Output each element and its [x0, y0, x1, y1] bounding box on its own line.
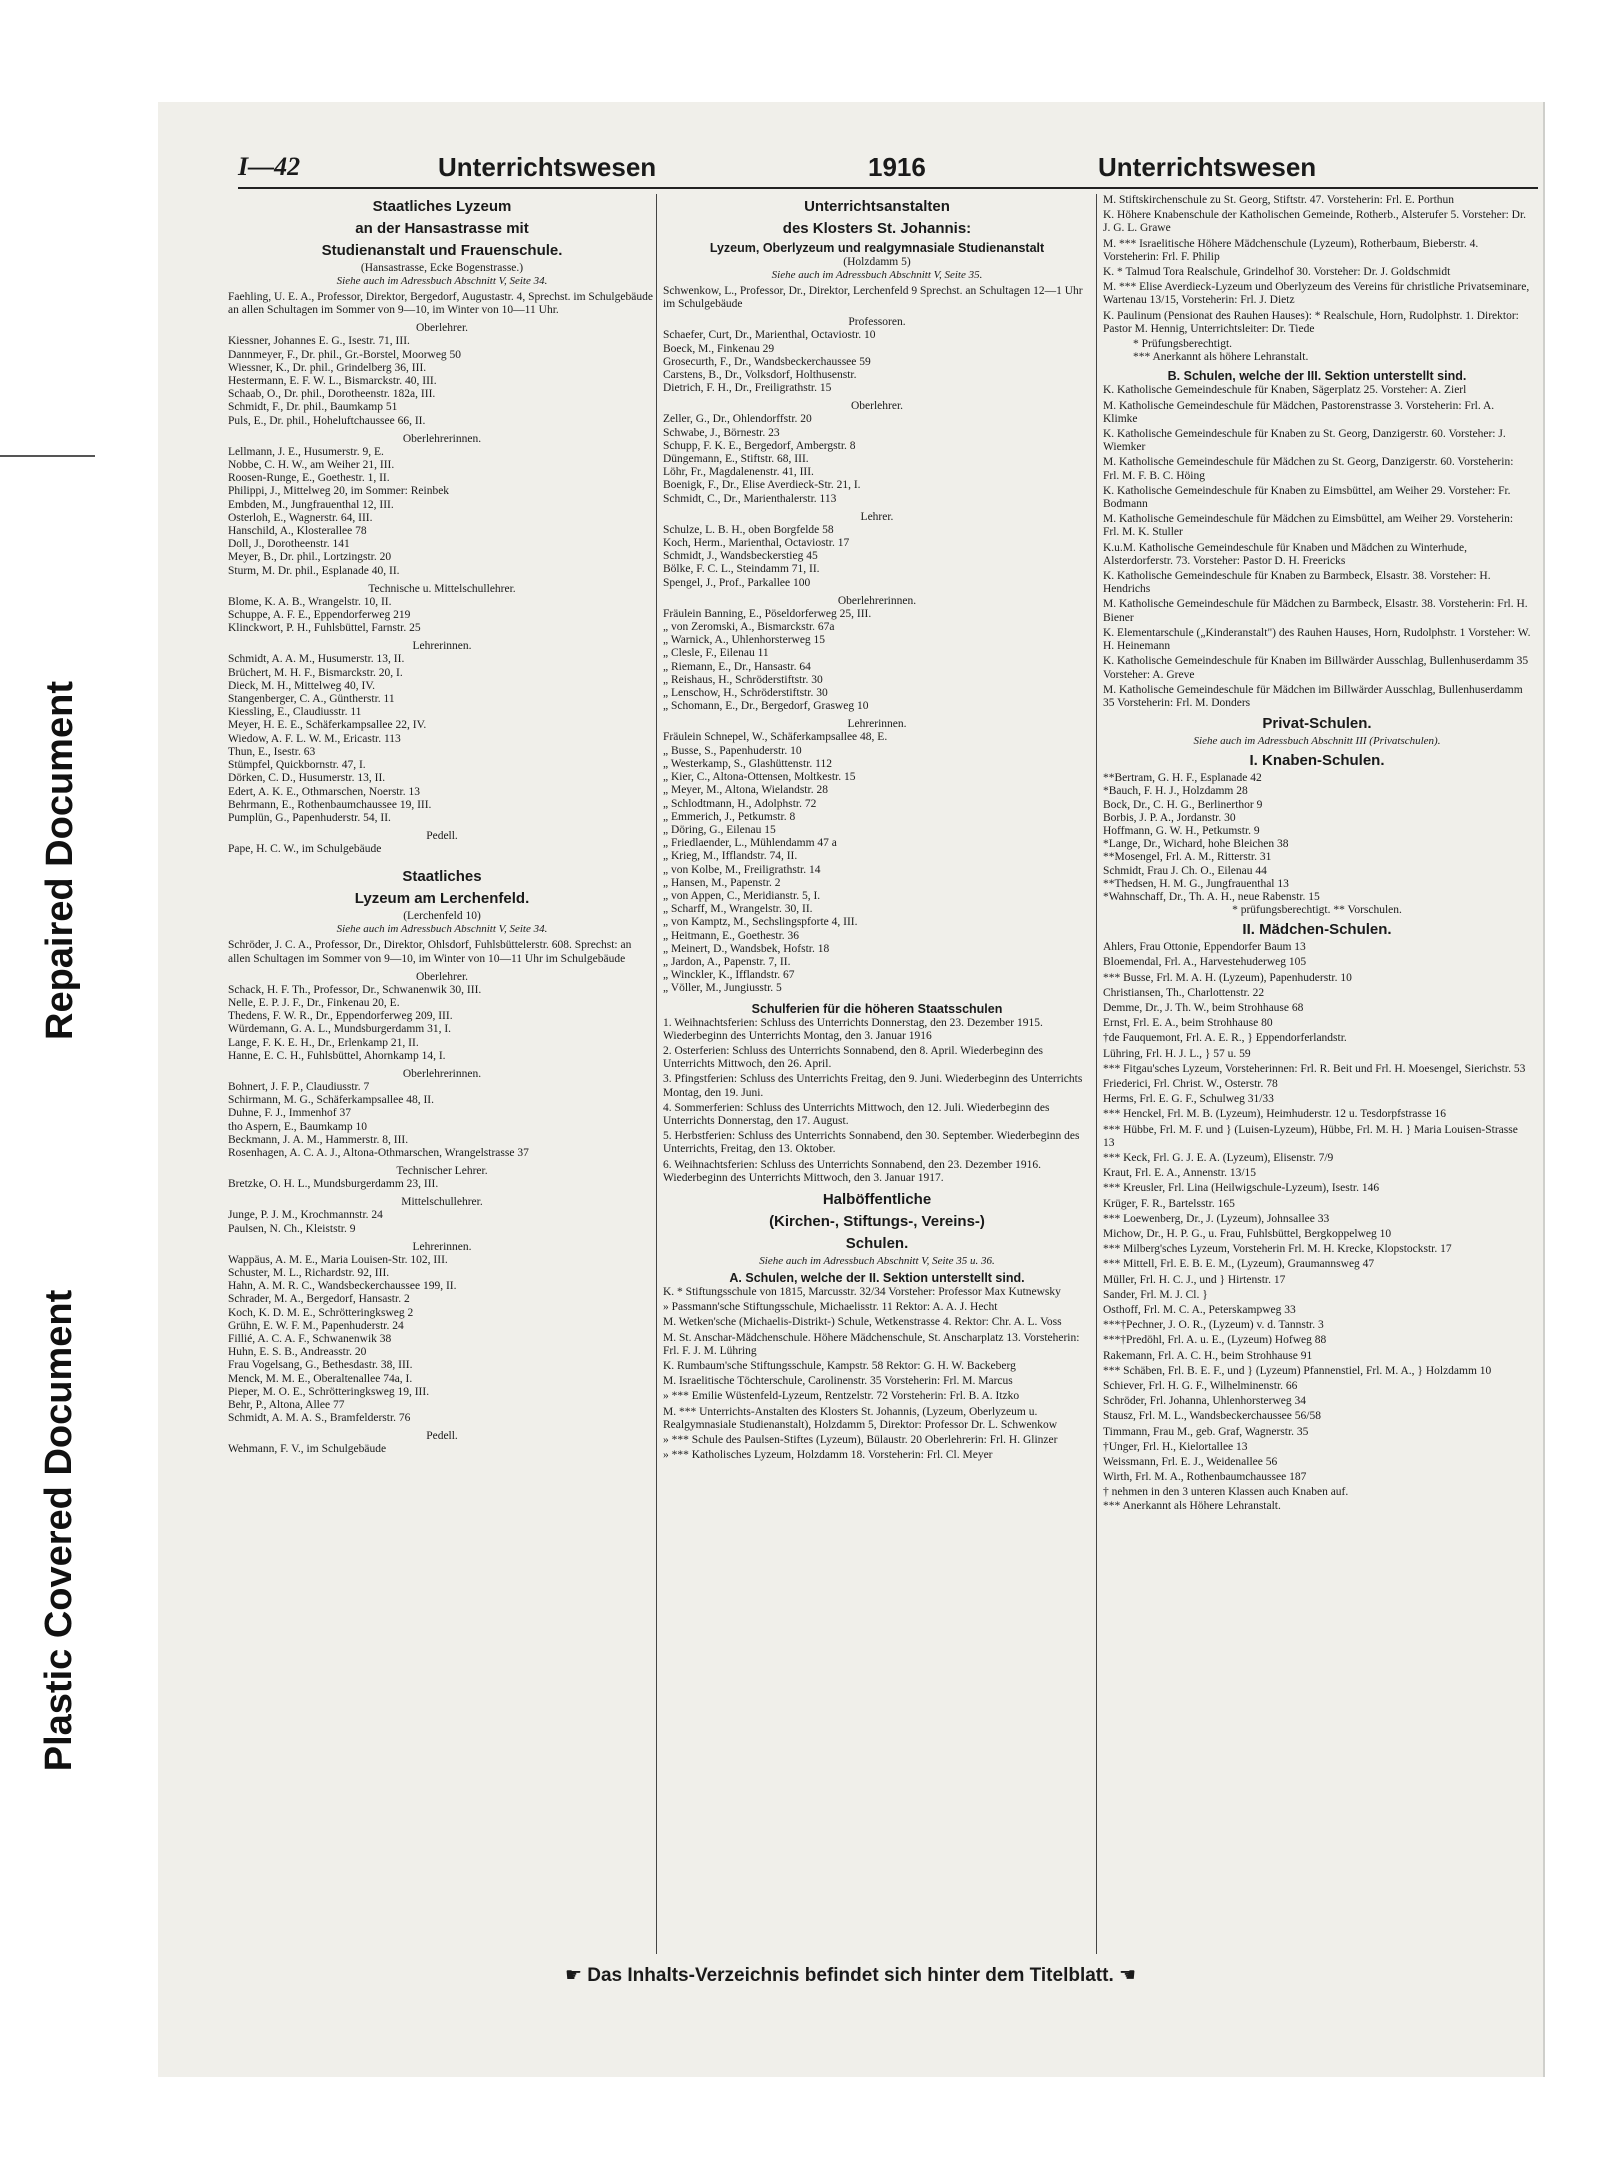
list-entry: » Passmann'sche Stiftungsschule, Michaelisstr. 11 Rektor: A. A. J. Hecht — [663, 1301, 998, 1314]
reference-line: Siehe auch im Adressbuch Abschnitt V, Seite 34. — [336, 275, 548, 287]
list-entry: Christiansen, Th., Charlottenstr. 22 — [1103, 986, 1265, 999]
list-entry: Schack, H. F. Th., Professor, Dr., Schwanenwik 30, III. — [228, 983, 482, 996]
list-entry: Doll, J., Dorotheenstr. 141 — [228, 538, 350, 551]
list-entry: *** Keck, Frl. G. J. E. A. (Lyzeum), Elisenstr. 7/9 — [1103, 1151, 1334, 1164]
list-entry: Michow, Dr., H. P. G., u. Frau, Fuhlsbüttel, Bergkoppelweg 10 — [1103, 1228, 1392, 1240]
list-entry: Bohnert, J. F. P., Claudiusstr. 7 — [228, 1080, 370, 1093]
list-entry: K. * Stiftungsschule von 1815, Marcusstr. 32/34 Vorsteher: Professor Max Kutnewsky — [663, 1285, 1061, 1298]
section-title: Privat-Schulen. — [1262, 715, 1372, 733]
list-entry: Schrader, M. A., Bergedorf, Hansastr. 2 — [228, 1293, 410, 1306]
list-entry: *Lange, Dr., Wichard, hohe Bleichen 38 — [1103, 838, 1289, 851]
list-entry: K. Katholische Gemeindeschule für Knaben, Sägerplatz 25. Vorsteher: A. Zierl — [1103, 384, 1467, 397]
list-entry: » *** Schule des Paulsen-Stiftes (Lyzeum), Bülaustr. 20 Oberlehrerin: Frl. H. Glinzer — [663, 1434, 1058, 1447]
list-entry: Sander, Frl. M. J. Cl. } — [1103, 1288, 1208, 1301]
list-entry: Boenigk, F., Dr., Elise Averdieck-Str. 21, I. — [663, 479, 861, 492]
list-entry: „ Döring, G., Eilenau 15 — [663, 823, 776, 836]
entry-list — [228, 446, 656, 578]
list-entry: *** Milberg'sches Lyzeum, Vorsteherin Frl. M. H. Krecke, Klopstockstr. 17 — [1103, 1243, 1452, 1256]
list-entry: *** Loewenberg, Dr., J. (Lyzeum), Johnsallee 33 — [1103, 1212, 1330, 1225]
group-heading: Pedell. — [426, 1430, 458, 1443]
list-entry: 1. Weihnachtsferien: Schluss des Unterrichts Donnerstag, den 23. Dezember 1915. Wiederbeginn des Unterrichts Montag, den 3. Januar 1916 — [663, 1016, 1043, 1042]
list-entry: Koch, Herm., Marienthal, Octaviostr. 17 — [663, 537, 850, 550]
list-entry: Wappäus, A. M. E., Maria Louisen-Str. 102, III. — [228, 1253, 448, 1266]
section-subtitle: A. Schulen, welche der II. Sektion unterstellt sind. — [729, 1270, 1025, 1285]
list-entry: „ Meyer, M., Altona, Wielandstr. 28 — [663, 784, 828, 797]
group-heading: Lehrerinnen. — [412, 1240, 472, 1253]
list-entry: „ Völler, M., Jungiusstr. 5 — [663, 982, 782, 995]
list-entry: Fräulein Banning, E., Pöseldorferweg 25, III. — [663, 607, 872, 620]
list-entry: Bölke, F. C. L., Steindamm 71, II. — [663, 563, 820, 576]
list-entry: Fillié, A. C. A. F., Schwanenwik 38 — [228, 1332, 392, 1345]
list-entry: *** Fitgau'sches Lyzeum, Vorsteherinnen: Frl. R. Beit und Frl. H. Moesengel, Sierichstr. 53 — [1103, 1062, 1526, 1075]
footnote: † nehmen in den 3 unteren Klassen auch Knaben auf. — [1103, 1486, 1349, 1499]
footer-notice — [158, 1964, 1543, 1987]
list-entry: 4. Sommerferien: Schluss des Unterrichts Mittwoch, den 12. Juli. Wiederbeginn des Unterrichts Donnerstag, den 17. August. — [663, 1101, 1050, 1127]
section-title: Studienanstalt und Frauenschule. — [321, 242, 563, 259]
entry-list — [1103, 941, 1531, 1484]
section-title: Staatliches — [402, 868, 482, 886]
list-entry: Meyer, H. E. E., Schäferkampsallee 22, IV. — [228, 719, 427, 732]
entry: Bretzke, O. H. L., Mundsburgerdamm 23, III. — [228, 1178, 439, 1191]
list-entry: „ Schomann, E., Dr., Bergedorf, Grasweg 10 — [663, 700, 869, 713]
list-entry: Dietrich, F. H., Dr., Freiligrathstr. 15 — [663, 382, 832, 395]
list-entry: » *** Katholisches Lyzeum, Holzdamm 18. Vorsteherin: Frl. Cl. Meyer — [663, 1449, 993, 1462]
entry-list — [663, 731, 1091, 995]
list-entry: M. St. Anschar-Mädchenschule. Höhere Mädchenschule, St. Anscharplatz 13. Vorsteherin: Frl. F. J. M. Lühring — [663, 1331, 1080, 1357]
school-list — [1103, 384, 1531, 710]
list-entry: 6. Weihnachtsferien: Schluss des Unterrichts Sonnabend, den 23. Dezember 1916. Wiederbeginn des Unterrichts Mittwoch, den 3. Januar 1917. — [663, 1158, 1041, 1184]
entry-list — [663, 413, 1091, 505]
list-entry: Nobbe, C. H. W., am Weiher 21, III. — [228, 459, 395, 472]
list-entry: K. Katholische Gemeindeschule für Knaben zu Eimsbüttel, am Weiher 29. Vorsteher: Fr. Bodmann — [1103, 484, 1511, 511]
plastic-covered-label — [0, 1270, 120, 1790]
section-title: Lyzeum am Lerchenfeld. — [354, 890, 530, 908]
list-entry: „ von Zeromski, A., Bismarckstr. 67a — [663, 621, 835, 634]
list-entry: Schiever, Frl. H. G. F., Wilhelminenstr. 66 — [1103, 1380, 1298, 1393]
list-entry: Zeller, G., Dr., Ohlendorffstr. 20 — [663, 413, 812, 426]
list-entry: *** Mittell, Frl. E. B. E. M., (Lyzeum), Graumannsweg 47 — [1103, 1258, 1375, 1271]
list-entry: „ Krieg, M., Ifflandstr. 74, II. — [663, 850, 798, 863]
director-entry: Faehling, U. E. A., Professor, Direktor, Bergedorf, Augustastr. 4, Sprechst. im Schulgebäude an allen Schultagen im Sommer von 9—10, im Winter von 10—11 Uhr. — [228, 291, 653, 317]
section-title: II. Mädchen-Schulen. — [1242, 921, 1392, 939]
list-entry: 2. Osterferien: Schluss des Unterrichts Sonnabend, den 8. April. Wiederbeginn des Unterrichts Mittwoch, den 26. April. — [663, 1044, 1044, 1071]
list-entry: Behrmann, E., Rothenbaumchaussee 19, III. — [228, 798, 432, 811]
header-rule — [238, 187, 1538, 189]
list-entry: Huhn, E. S. B., Andreasstr. 20 — [228, 1346, 367, 1359]
list-entry: Stausz, Frl. M. L., Wandsbeckerchaussee 56/58 — [1103, 1410, 1321, 1423]
column-left — [228, 194, 656, 1457]
column-middle — [663, 194, 1091, 1464]
group-heading: Mittelschullehrer. — [401, 1196, 483, 1209]
list-entry: Schmidt, Frau J. Ch. O., Eilenau 44 — [1103, 864, 1267, 877]
list-entry: Osthoff, Frl. M. C. A., Peterskampweg 33 — [1103, 1304, 1296, 1317]
list-entry: M. Stiftskirchenschule zu St. Georg, Stiftstr. 47. Vorsteherin: Frl. E. Porthun — [1103, 194, 1455, 206]
list-entry: Dannmeyer, F., Dr. phil., Gr.-Borstel, Moorweg 50 — [228, 348, 462, 361]
footer-text: Das Inhalts-Verzeichnis befindet sich hinter dem Titelblatt. — [587, 1965, 1114, 1986]
list-entry: †Unger, Frl. H., Kielortallee 13 — [1103, 1440, 1248, 1453]
list-entry: Blome, K. A. B., Wrangelstr. 10, II. — [228, 595, 392, 608]
list-entry: Hoffmann, G. W. H., Petkumstr. 9 — [1103, 824, 1260, 837]
footnote: *** Anerkannt als Höhere Lehranstalt. — [1103, 1499, 1281, 1512]
group-heading: Oberlehrerinnen. — [402, 1067, 482, 1080]
list-entry: Krüger, F. R., Bartelsstr. 165 — [1103, 1197, 1235, 1210]
address-line: (Lerchenfeld 10) — [403, 910, 481, 923]
list-entry: Edert, A. K. E., Othmarschen, Noerstr. 13 — [228, 785, 420, 798]
entry-list — [663, 329, 1091, 395]
director-entry: Schröder, J. C. A., Professor, Dr., Direktor, Ohlsdorf, Fuhlsbüttelerstr. 608. Sprechst: an allen Schultagen im Sommer von 9—10, im Winter von 10—11 Uhr im Schulgebäude — [228, 939, 632, 965]
section-title: (Kirchen-, Stiftungs-, Vereins-) — [769, 1212, 985, 1230]
list-entry: Philippi, J., Mittelweg 20, im Sommer: Reinbek — [228, 485, 450, 498]
list-entry: Menck, M. M. E., Oberaltenallee 74a, I. — [228, 1372, 413, 1385]
list-entry: Junge, P. J. M., Krochmannstr. 24 — [228, 1209, 383, 1222]
list-entry: Dörken, C. D., Husumerstr. 13, II. — [228, 772, 386, 785]
list-entry: Müller, Frl. H. C. J., und } Hirtenstr. 17 — [1103, 1273, 1286, 1286]
list-entry: M. *** Unterrichts-Anstalten des Klosters St. Johannis, (Lyzeum, Oberlyzeum u. Realgymnasiale Studienanstalt), Holzdamm 5, Direktor: Professor Dr. L. Schwenkow — [663, 1405, 1058, 1431]
list-entry: ***†Pechner, J. O. R., (Lyzeum) v. d. Tannstr. 3 — [1103, 1319, 1324, 1332]
repaired-document-text: Repaired Document — [38, 680, 81, 1040]
list-entry: „ Hansen, M., Papenstr. 2 — [663, 876, 781, 889]
repaired-document-label — [0, 600, 120, 1120]
list-entry: Schmidt, J., Wandsbeckerstieg 45 — [663, 550, 818, 563]
list-entry: „ Emmerich, J., Petkumstr. 8 — [663, 810, 796, 823]
list-entry: Grühn, E. W. F. M., Papenhuderstr. 24 — [228, 1319, 404, 1332]
list-entry: Kiessling, E., Claudiusstr. 11 — [228, 706, 362, 719]
list-entry: Paulsen, N. Ch., Kleiststr. 9 — [228, 1222, 356, 1235]
group-heading: Technische u. Mittelschullehrer. — [368, 582, 516, 595]
list-entry: Löhr, Fr., Magdalenenstr. 41, III. — [663, 466, 814, 479]
list-entry: Stümpfel, Quickbornstr. 47, I. — [228, 759, 366, 772]
list-entry: „ von Kamptz, M., Sechslingspforte 4, III. — [663, 916, 858, 929]
list-entry: Wirth, Frl. M. A., Rothenbaumchaussee 187 — [1103, 1471, 1307, 1484]
group-heading: Oberlehrerinnen. — [837, 594, 917, 607]
entry-list — [1103, 772, 1531, 904]
list-entry: †de Fauquemont, Frl. A. E. R., } Eppendorferlandstr. — [1103, 1032, 1347, 1045]
section-subtitle: Lyzeum, Oberlyzeum und realgymnasiale Studienanstalt — [709, 241, 1045, 255]
list-entry: *Bauch, F. H. J., Holzdamm 28 — [1103, 785, 1248, 798]
list-entry: *** Hübbe, Frl. M. F. und } (Luisen-Lyzeum), Hübbe, Frl. M. H. } Maria Louisen-Strasse 13 — [1103, 1123, 1518, 1149]
list-entry: Demme, Dr., J. Th. W., beim Strohhause 68 — [1103, 1001, 1304, 1014]
list-entry: Würdemann, G. A. L., Mundsburgerdamm 31, I. — [228, 1023, 452, 1036]
list-entry: Schwabe, J., Börnestr. 23 — [663, 426, 780, 439]
list-entry: K. Katholische Gemeindeschule für Knaben im Billwärder Ausschlag, Bullenhuserdamm 35 Vorsteher: A. Greve — [1103, 655, 1529, 681]
list-entry: Klinckwort, P. H., Fuhlsbüttel, Farnstr. 25 — [228, 622, 421, 635]
entry-list — [228, 596, 656, 636]
entry-list — [663, 608, 1091, 714]
list-entry: Brüchert, M. H. F., Bismarckstr. 20, I. — [228, 666, 403, 679]
entry-list — [663, 524, 1091, 590]
list-entry: Schmidt, F., Dr. phil., Baumkamp 51 — [228, 401, 398, 414]
list-entry: Schaefer, Curt, Dr., Marienthal, Octaviostr. 10 — [663, 329, 876, 342]
list-entry: Hahn, A. M. R. C., Wandsbeckerchaussee 199, II. — [228, 1280, 457, 1293]
list-entry: Friederici, Frl. Christ. W., Osterstr. 78 — [1103, 1077, 1278, 1090]
list-entry: „ Reishaus, H., Schröderstiftstr. 30 — [663, 673, 823, 686]
list-entry: „ Schlodtmann, H., Adolphstr. 72 — [663, 797, 817, 810]
list-entry: Düngemann, E., Stiftstr. 68, III. — [663, 453, 809, 466]
list-entry: *** Henckel, Frl. M. B. (Lyzeum), Heimhuderstr. 12 u. Tesdorpfstrasse 16 — [1103, 1108, 1446, 1121]
section-title: I. Knaben-Schulen. — [1249, 752, 1385, 770]
list-entry: Grosecurth, F., Dr., Wandsbeckerchaussee 59 — [663, 355, 871, 368]
list-entry: Hanschild, A., Klosterallee 78 — [228, 525, 367, 538]
list-entry: M. *** Israelitische Höhere Mädchenschule (Lyzeum), Rotherbaum, Bieberstr. 4. Vorsteherin: Frl. F. Philip — [1103, 237, 1479, 263]
list-entry: Nelle, E. P. J. F., Dr., Finkenau 20, E. — [228, 996, 400, 1009]
group-heading: Oberlehrer. — [415, 970, 469, 983]
list-entry: Duhne, F. J., Immenhof 37 — [228, 1107, 352, 1120]
list-entry: Stangenberger, C. A., Güntherstr. 11 — [228, 693, 395, 706]
list-entry: Pumplün, G., Papenhuderstr. 54, II. — [228, 811, 391, 824]
page-number: I—42 — [238, 152, 301, 181]
list-entry: tho Aspern, E., Baumkamp 10 — [228, 1120, 367, 1133]
section-title: an der Hansastrasse mit — [355, 220, 529, 237]
list-entry: „ Meinert, D., Wandsbek, Hofstr. 18 — [663, 942, 830, 955]
list-entry: Schmidt, C., Dr., Marienthalerstr. 113 — [663, 492, 837, 505]
entry: Pape, H. C. W., im Schulgebäude — [228, 843, 382, 856]
section-title: Unterrichtsanstalten — [804, 198, 950, 215]
plastic-covered-text: Plastic Covered Document — [38, 1289, 81, 1771]
list-entry: „ Jardon, A., Papenstr. 7, II. — [663, 955, 791, 968]
list-entry: „ Riemann, E., Dr., Hansastr. 64 — [663, 660, 811, 673]
list-entry: Carstens, B., Dr., Volksdorf, Holthusenstr. — [663, 369, 857, 382]
reference-line: Siehe auch im Adressbuch Abschnitt III (Privatschulen). — [1193, 735, 1441, 748]
list-entry: Roosen-Runge, E., Goethestr. 1, II. — [228, 472, 390, 485]
list-entry: Rosenhagen, A. C. A. J., Altona-Othmarschen, Wrangelstrasse 37 — [228, 1146, 529, 1159]
running-head-year: 1916 — [868, 152, 926, 182]
director-entry: Schwenkow, L., Professor, Dr., Direktor, Lerchenfeld 9 Sprechst. an Schultagen 12—1 Uhr im Schulgebäude — [663, 285, 1083, 311]
list-entry: Kiessner, Johannes E. G., Isestr. 71, III. — [228, 335, 410, 348]
list-entry: Schupp, F. K. E., Bergedorf, Ambergstr. 8 — [663, 439, 856, 452]
footnote: * Prüfungsberechtigt. — [1133, 338, 1233, 351]
group-heading: Oberlehrer. — [850, 400, 904, 413]
list-entry: M. Israelitische Töchterschule, Carolinenstr. 35 Vorsteherin: Frl. M. Marcus — [663, 1375, 1013, 1388]
running-head-left: Unterrichtswesen — [438, 152, 657, 182]
list-entry: K. Paulinum (Pensionat des Rauhen Hauses): * Realschule, Horn, Rudolphstr. 1. Direktor: Pastor M. Hennig, Unterrichtsleiter: Dr. Tiede — [1103, 309, 1519, 335]
list-entry: Borbis, J. P. A., Jordanstr. 30 — [1103, 811, 1236, 824]
list-entry: **Thedsen, H. M. G., Jungfrauenthal 13 — [1103, 877, 1289, 890]
list-entry: Sturm, M. Dr. phil., Esplanade 40, II. — [228, 564, 400, 577]
list-entry: „ Friedlaender, L., Mühlendamm 47 a — [663, 837, 837, 850]
entry-list — [228, 1209, 656, 1235]
list-entry: *** Kreusler, Frl. Lina (Heilwigschule-Lyzeum), Isestr. 146 — [1103, 1182, 1380, 1195]
entry-list — [228, 1081, 656, 1160]
list-entry: 5. Herbstferien: Schluss des Unterrichts Sonnabend, den 30. September. Wiederbeginn des Unterrichts, Freitag, den 13. Oktober. — [663, 1130, 1080, 1156]
edge-mark-top — [0, 455, 95, 457]
list-entry: Schmidt, A. A. M., Husumerstr. 13, II. — [228, 653, 405, 666]
list-entry: „ Winckler, K., Ifflandstr. 67 — [663, 969, 795, 982]
group-heading: Professoren. — [848, 316, 906, 329]
list-entry: „ Busse, S., Papenhuderstr. 10 — [663, 744, 802, 757]
list-entry: K. Elementarschule („Kinderanstalt") des Rauhen Hauses, Horn, Rudolphstr. 1 Vorsteher: W. H. Heinemann — [1103, 626, 1531, 653]
list-entry: „ Westerkamp, S., Glashüttenstr. 112 — [663, 757, 832, 770]
list-entry: Weissmann, Frl. E. J., Weidenallee 56 — [1103, 1456, 1278, 1469]
list-entry: Lange, F. K. E. H., Dr., Erlenkamp 21, II. — [228, 1036, 419, 1049]
list-entry: Pieper, M. O. E., Schrötteringksweg 19, III. — [228, 1385, 430, 1398]
group-heading: Oberlehrer. — [415, 322, 469, 335]
list-entry: Behr, P., Altona, Allee 77 — [228, 1399, 345, 1411]
column-rule-2 — [1096, 194, 1097, 1954]
list-entry: » *** Emilie Wüstenfeld-Lyzeum, Rentzelstr. 72 Vorsteherin: Frl. B. A. Itzko — [663, 1390, 1020, 1403]
reference-line: Siehe auch im Adressbuch Abschnitt V, Seite 35. — [771, 269, 983, 281]
list-entry: Schulze, L. B. H., oben Borgfelde 58 — [663, 523, 834, 536]
address-line: (Hansastrasse, Ecke Bogenstrasse.) — [360, 262, 524, 274]
list-entry: Osterloh, E., Wagnerstr. 64, III. — [228, 511, 373, 524]
list-entry: **Mosengel, Frl. A. M., Ritterstr. 31 — [1103, 851, 1272, 864]
group-heading: Oberlehrerinnen. — [402, 432, 482, 445]
list-entry: Hestermann, E. F. W. L., Bismarckstr. 40, III. — [228, 375, 437, 388]
list-entry: Dieck, M. H., Mittelweg 40, IV. — [228, 679, 376, 692]
pointing-hand-icon: ☚ — [1113, 1965, 1137, 1986]
list-entry: Bloemendal, Frl. A., Harvestehuderweg 105 — [1103, 956, 1307, 969]
group-heading: Technischer Lehrer. — [396, 1165, 488, 1178]
reference-line: Siehe auch im Adressbuch Abschnitt V, Seite 34. — [336, 923, 548, 936]
list-entry: *** Busse, Frl. M. A. H. (Lyzeum), Papenhuderstr. 10 — [1103, 971, 1352, 984]
list-entry: K. Rumbaum'sche Stiftungsschule, Kampstr. 58 Rektor: G. H. W. Backeberg — [663, 1360, 1016, 1372]
list-entry: „ von Kolbe, M., Freiligrathstr. 14 — [663, 863, 821, 876]
list-entry: M. Katholische Gemeindeschule für Mädchen, Pastorenstrasse 3. Vorsteherin: Frl. A. Klimke — [1103, 399, 1495, 425]
group-heading: Lehrer. — [860, 510, 894, 523]
list-entry: Kraut, Frl. E. A., Annenstr. 13/15 — [1103, 1167, 1257, 1180]
list-entry: *Wahnschaff, Dr., Th. A. H., neue Rabenstr. 15 — [1103, 890, 1320, 903]
list-entry: „ Heitmann, E., Goethestr. 36 — [663, 929, 800, 942]
list-entry: Wiedow, A. F. L. W. M., Ericastr. 113 — [228, 732, 401, 745]
section-title: Schulen. — [845, 1234, 909, 1252]
list-entry: Frau Vogelsang, G., Bethesdastr. 38, III. — [228, 1359, 413, 1372]
list-entry: Ernst, Frl. E. A., beim Strohhause 80 — [1103, 1017, 1273, 1030]
list-entry: Embden, M., Jungfrauenthal 12, III. — [228, 498, 394, 511]
list-entry: K.u.M. Katholische Gemeindeschule für Knaben und Mädchen zu Winterhude, Alsterdorferstr. 73. Vorsteher: Pastor D. H. Freericks — [1103, 541, 1468, 567]
entry-list — [228, 653, 656, 825]
list-entry: ***†Predöhl, Frl. A. u. E., (Lyzeum) Hofweg 88 — [1103, 1334, 1327, 1347]
list-entry: Timmann, Frau M., geb. Graf, Wagnerstr. 35 — [1103, 1425, 1309, 1438]
list-entry: **Bertram, G. H. F., Esplanade 42 — [1103, 772, 1262, 785]
list-entry: M. Katholische Gemeindeschule für Mädchen zu St. Georg, Danzigerstr. 60. Vorsteherin: Frl. M. F. B. C. Höing — [1103, 456, 1514, 482]
list-entry: Fräulein Schnepel, W., Schäferkampsallee 48, E. — [663, 731, 888, 744]
footnote: * prüfungsberechtigt. ** Vorschulen. — [1232, 904, 1402, 917]
column-rule-1 — [656, 194, 657, 1954]
list-entry: Schaab, O., Dr. phil., Dorotheenstr. 182a, III. — [228, 388, 436, 401]
school-list — [1103, 194, 1531, 336]
group-heading: Lehrerinnen. — [412, 640, 472, 653]
section-title: Halböffentliche — [822, 1190, 932, 1208]
address-line: (Holzdamm 5) — [843, 256, 911, 268]
list-entry: Thun, E., Isestr. 63 — [228, 745, 316, 758]
group-heading: Pedell. — [426, 830, 458, 843]
running-head-right: Unterrichtswesen — [1098, 152, 1317, 182]
list-entry: „ von Appen, C., Meridianstr. 5, I. — [663, 889, 821, 902]
list-entry: Schröder, Frl. Johanna, Uhlenhorsterweg 34 — [1103, 1395, 1306, 1408]
list-entry: 3. Pfingstferien: Schluss des Unterrichts Freitag, den 9. Juni. Wiederbeginn des Unterrichts Montag, den 19. Juni. — [663, 1073, 1083, 1099]
list-entry: Beckmann, J. A. M., Hammerstr. 8, III. — [228, 1133, 409, 1146]
list-entry: Lellmann, J. E., Husumerstr. 9, E. — [228, 445, 384, 458]
list-entry: Koch, K. D. M. E., Schrötteringksweg 2 — [228, 1306, 414, 1319]
section-title: Staatliches Lyzeum — [372, 198, 512, 215]
list-entry: „ Scharff, M., Wrangelstr. 30, II. — [663, 903, 813, 916]
list-entry: M. Katholische Gemeindeschule für Mädchen zu Eimsbüttel, am Weiher 29. Vorsteherin: Frl. M. K. Stuller — [1103, 513, 1514, 539]
list-entry: Schmidt, A. M. A. S., Bramfelderstr. 76 — [228, 1412, 411, 1425]
list-entry: Wiessner, K., Dr. phil., Grindelberg 36, III. — [228, 361, 427, 374]
footnote: *** Anerkannt als höhere Lehranstalt. — [1133, 351, 1309, 364]
list-entry: Hanne, E. C. H., Fuhlsbüttel, Ahornkamp 14, I. — [228, 1049, 446, 1062]
list-entry: „ Lenschow, H., Schröderstiftstr. 30 — [663, 687, 828, 700]
list-entry: M. *** Elise Averdieck-Lyzeum und Oberlyzeum des Vereins für christliche Privatseminare, Wartenau 13/15, Vorsteherin: Frl. J. Dietz — [1103, 281, 1530, 307]
list-entry: K. Katholische Gemeindeschule für Knaben zu St. Georg, Danzigerstr. 60. Vorsteher: J. Wiemker — [1103, 428, 1506, 454]
school-list — [663, 1286, 1091, 1462]
entry-list — [228, 335, 656, 427]
list-entry: Meyer, B., Dr. phil., Lortzingstr. 20 — [228, 551, 392, 564]
list-entry: Spengel, J., Prof., Parkallee 100 — [663, 576, 811, 589]
list-entry: „ Clesle, F., Eilenau 11 — [663, 647, 769, 660]
list-entry: „ Warnick, A., Uhlenhorsterweg 15 — [663, 634, 826, 647]
list-entry: Schuppe, A. F. E., Eppendorferweg 219 — [228, 609, 411, 622]
reference-line: Siehe auch im Adressbuch Abschnitt V, Seite 35 u. 36. — [759, 1254, 995, 1267]
list-entry: Puls, E., Dr. phil., Hoheluftchaussee 66, II. — [228, 414, 426, 427]
column-right — [1103, 194, 1531, 1513]
entry: Wehmann, F. V., im Schulgebäude — [228, 1443, 387, 1456]
list-entry: K. * Talmud Tora Realschule, Grindelhof 30. Vorsteher: Dr. J. Goldschmidt — [1103, 266, 1451, 279]
list-entry: Schirmann, M. G., Schäferkampsallee 48, II. — [228, 1094, 434, 1107]
list-entry: M. Wetken'sche (Michaelis-Distrikt-) Schule, Wetkenstrasse 4. Rektor: Chr. A. L. Voss — [663, 1316, 1062, 1329]
list-entry: Ahlers, Frau Ottonie, Eppendorfer Baum 13 — [1103, 941, 1306, 954]
list-entry: „ Kier, C., Altona-Ottensen, Moltkestr. 15 — [663, 771, 856, 784]
list-entry: Lühring, Frl. H. J. L., } 57 u. 59 — [1103, 1047, 1251, 1060]
list-entry: *** Schäben, Frl. B. E. F., und } (Lyzeum) Pfannenstiel, Frl. M. A., } Holzdamm 10 — [1103, 1364, 1492, 1377]
entry-list — [228, 984, 656, 1063]
section-title: Schulferien für die höheren Staatsschulen — [751, 1001, 1003, 1016]
pointing-hand-icon: ☛ — [564, 1965, 588, 1986]
list-entry: Thedens, F. W. R., Dr., Eppendorferweg 209, III. — [228, 1010, 453, 1023]
group-heading: Lehrerinnen. — [847, 718, 907, 731]
holiday-list — [663, 1017, 1091, 1185]
list-entry: K. Höhere Knabenschule der Katholischen Gemeinde, Rotherb., Alsterufer 5. Vorsteher: Dr. J. G. L. Grawe — [1103, 209, 1527, 235]
list-entry: Bock, Dr., C. H. G., Berlinerthor 9 — [1103, 798, 1263, 811]
list-entry: K. Katholische Gemeindeschule für Knaben zu Barmbeck, Elsastr. 38. Vorsteher: H. Hendrichs — [1103, 570, 1491, 596]
list-entry: Herms, Frl. E. G. F., Schulweg 31/33 — [1103, 1093, 1274, 1106]
list-entry: Rakemann, Frl. A. C. H., beim Strohhause 91 — [1103, 1349, 1313, 1362]
list-entry: Boeck, M., Finkenau 29 — [663, 342, 775, 355]
entry-list — [228, 1254, 656, 1426]
list-entry: M. Katholische Gemeindeschule für Mädchen zu Barmbeck, Elsastr. 38. Vorsteherin: Frl. H. Biener — [1103, 598, 1528, 624]
scanned-page — [158, 102, 1543, 2077]
list-entry: M. Katholische Gemeindeschule für Mädchen im Billwärder Ausschlag, Bullenhuserdamm 35 Vorsteherin: Frl. M. Donders — [1103, 683, 1523, 709]
section-title: des Klosters St. Johannis: — [782, 220, 972, 237]
section-subtitle: B. Schulen, welche der III. Sektion unterstellt sind. — [1167, 369, 1467, 384]
list-entry: Schuster, M. L., Richardstr. 92, III. — [228, 1266, 390, 1279]
